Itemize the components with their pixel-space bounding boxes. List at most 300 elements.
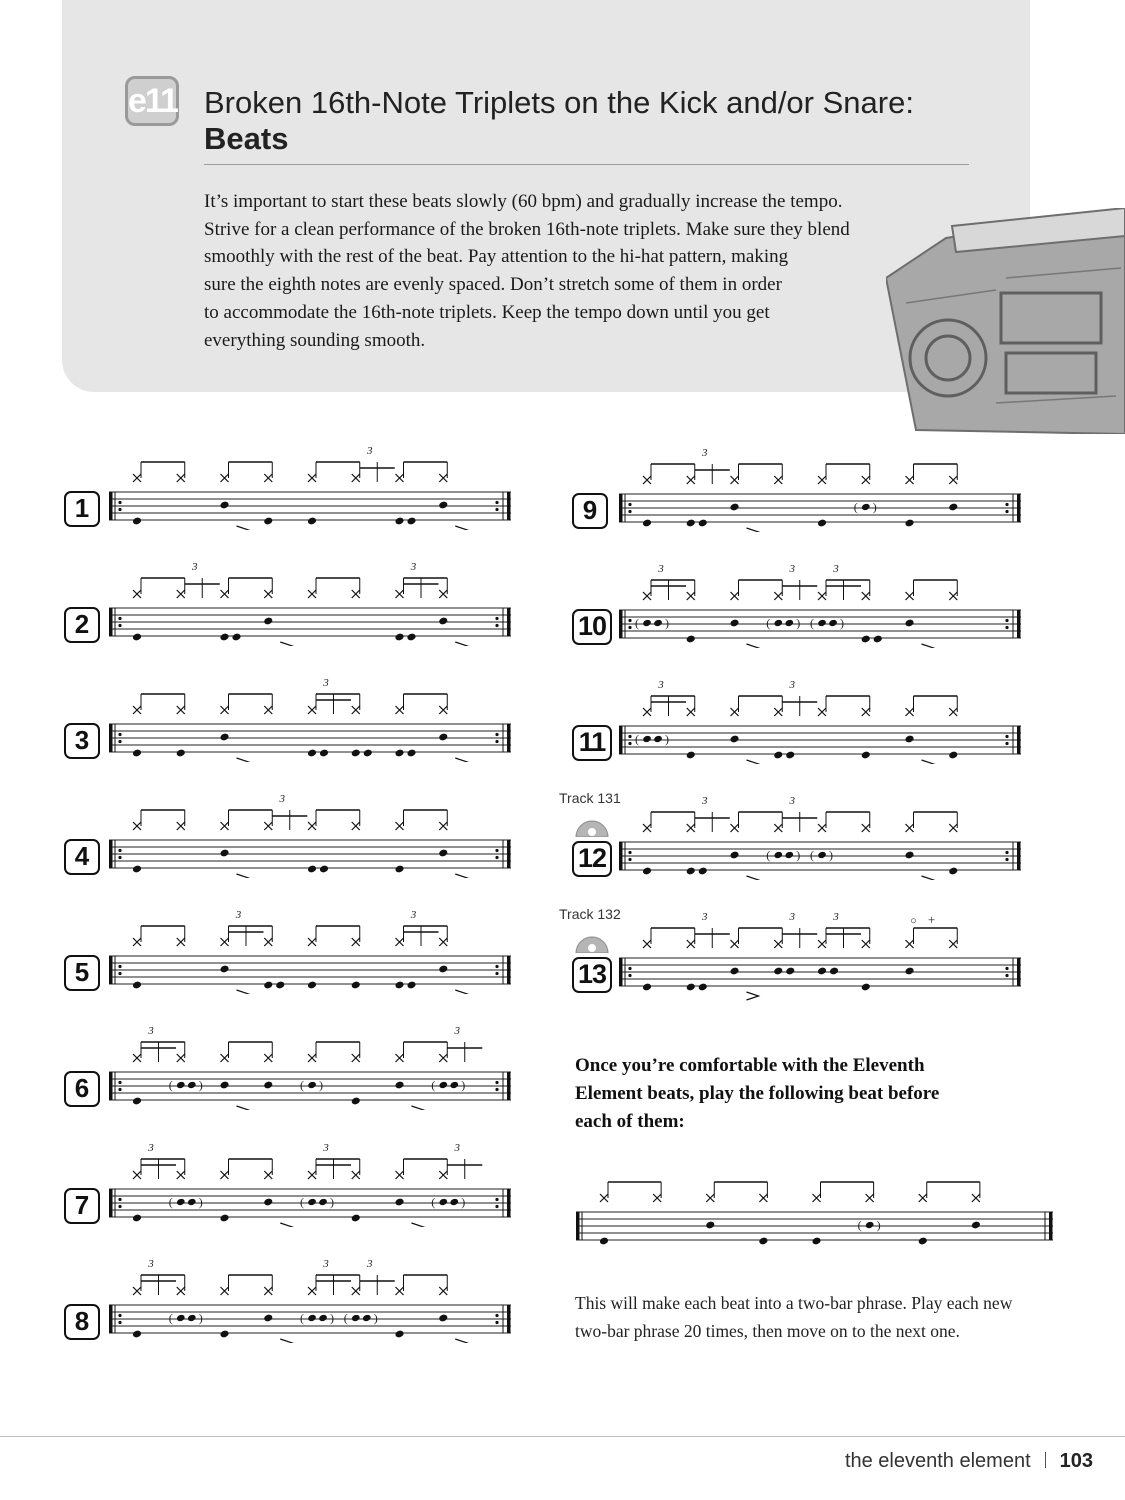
triplet-marker: 3: [702, 795, 708, 807]
hi-hat-note: [177, 1054, 185, 1062]
repeat-dot: [118, 624, 121, 627]
repeat-dot: [495, 624, 498, 627]
hi-hat-note: [906, 940, 914, 948]
repeat-dot: [495, 1198, 498, 1201]
hi-hat-note: [133, 1054, 141, 1062]
hi-hat-note: [221, 590, 229, 598]
hi-hat-note: [308, 1287, 316, 1295]
beat-number-8: 8: [64, 1304, 100, 1340]
barline: [109, 1072, 113, 1100]
kick-note: [698, 867, 708, 876]
accent-mark: [280, 642, 292, 646]
kick-note: [686, 867, 696, 876]
ghost-note: [176, 1314, 186, 1322]
beat-staff-2: [105, 556, 515, 646]
hi-hat-note: [308, 1171, 316, 1179]
hi-hat-note: [439, 938, 447, 946]
triplet-marker: 3: [235, 909, 242, 921]
beat-staff-9: [615, 442, 1025, 532]
accent-mark: [455, 1339, 467, 1343]
repeat-dot: [495, 508, 498, 511]
ghost-paren: (: [431, 1078, 436, 1092]
triplet-marker: 3: [148, 1142, 154, 1154]
barline: [576, 1212, 580, 1240]
hi-hat-note: [221, 938, 229, 946]
hi-hat-note: [133, 1287, 141, 1295]
barline: [507, 492, 511, 520]
ghost-paren: ): [796, 848, 801, 862]
repeat-dot: [118, 1198, 121, 1201]
repeat-dot: [628, 619, 631, 622]
hi-hat-note: [862, 476, 870, 484]
ghost-note: [642, 735, 652, 743]
hi-hat-note: [396, 1054, 404, 1062]
instruction-line: Element beats, play the following beat before: [575, 1083, 940, 1104]
accent-mark: [747, 992, 759, 1000]
hi-hat-note: [352, 1054, 360, 1062]
beat-staff-11: [615, 674, 1025, 764]
snare-note: [817, 967, 827, 976]
snare-note: [438, 849, 448, 858]
barline: [1049, 1212, 1053, 1240]
kick-note: [686, 751, 696, 760]
hi-hat-note: [396, 822, 404, 830]
ghost-paren: (: [168, 1195, 173, 1209]
ghost-paren: ): [330, 1311, 334, 1325]
repeat-dot: [1005, 742, 1008, 745]
ghost-note: [187, 1081, 197, 1089]
intro-paragraph: [204, 188, 944, 354]
accent-mark: [747, 760, 759, 764]
hi-hat-note: [177, 474, 185, 482]
kick-note: [394, 981, 404, 990]
kick-note: [918, 1237, 928, 1246]
hi-hat-note: [643, 824, 651, 832]
beat-staff-4: [105, 788, 515, 878]
repeat-dot: [628, 510, 631, 513]
ghost-paren: ): [373, 1311, 378, 1325]
hi-hat-note: [949, 476, 957, 484]
beat-number-4: 4: [64, 839, 100, 875]
ghost-paren: ): [840, 616, 844, 630]
hi-hat-note: [177, 1171, 185, 1179]
triplet-marker: 3: [410, 909, 417, 921]
kick-note: [351, 1097, 361, 1106]
hi-hat-note: [949, 940, 957, 948]
barline: [619, 842, 623, 870]
repeat-dot: [628, 742, 631, 745]
repeat-dot: [1005, 851, 1008, 854]
kick-note: [948, 751, 958, 760]
snare-note: [394, 1198, 404, 1207]
triplet-marker: 3: [454, 1142, 460, 1154]
ghost-paren: ): [665, 616, 669, 630]
barline: [109, 840, 113, 868]
snare-note: [438, 965, 448, 974]
ghost-note: [307, 1081, 317, 1089]
ghost-paren: ): [829, 848, 833, 862]
snare-note: [438, 733, 448, 742]
barline: [507, 1072, 511, 1100]
triplet-marker: 3: [789, 795, 795, 807]
hi-hat-note: [221, 822, 229, 830]
kick-note: [686, 519, 696, 528]
hi-hat-note: [600, 1194, 608, 1202]
repeat-dot: [118, 740, 121, 743]
accent-mark: [237, 1106, 249, 1110]
hi-hat-note: [264, 706, 272, 714]
snare-note: [219, 965, 229, 974]
accent-mark: [747, 644, 759, 648]
kick-note: [307, 517, 317, 526]
snare-note: [263, 1198, 273, 1207]
ghost-paren: ): [796, 616, 801, 630]
beat-staff-6: [105, 1020, 515, 1110]
repeat-dot: [495, 617, 498, 620]
snare-note: [219, 1081, 229, 1090]
hi-hat-note: [221, 1054, 229, 1062]
beat-staff-3: [105, 672, 515, 762]
hi-hat-note: [759, 1194, 767, 1202]
hi-hat-note: [862, 708, 870, 716]
kick-note: [406, 517, 416, 526]
hi-hat-note: [308, 938, 316, 946]
repeat-dot: [495, 1314, 498, 1317]
ghost-paren: ): [461, 1078, 466, 1092]
ghost-paren: (: [168, 1311, 173, 1325]
hi-hat-note: [264, 822, 272, 830]
accent-mark: [280, 1223, 292, 1227]
accent-mark: [455, 526, 467, 530]
ghost-note: [187, 1314, 197, 1322]
accent-mark: [455, 874, 467, 878]
repeat-dot: [1005, 510, 1008, 513]
hi-hat-note: [731, 592, 739, 600]
intro-line: to accommodate the 16th-note triplets. Keep the tempo down until you get: [204, 301, 770, 323]
repeat-dot: [495, 501, 498, 504]
snare-note: [904, 851, 914, 860]
repeat-dot: [1005, 858, 1008, 861]
kick-note: [861, 751, 871, 760]
hi-hat-note: [774, 592, 782, 600]
beat-staff-5: [105, 904, 515, 994]
snare-note: [438, 1314, 448, 1323]
repeat-dot: [118, 849, 121, 852]
intro-line: sure the eighth notes are evenly spaced. Don’t stretch some of them in order: [204, 274, 782, 296]
hi-hat-note: [906, 824, 914, 832]
snare-note: [438, 617, 448, 626]
ghost-paren: (: [810, 616, 814, 630]
snare-note: [263, 617, 273, 626]
beat-staff-12: [615, 790, 1025, 880]
accent-mark: [922, 876, 934, 880]
snare-note: [948, 503, 958, 512]
audio-cd-icon[interactable]: [575, 815, 609, 837]
kick-note: [132, 517, 142, 526]
repeat-dot: [628, 858, 631, 861]
intro-line: everything sounding smooth.: [204, 329, 426, 351]
accent-mark: [237, 990, 249, 994]
hi-hat-note: [906, 592, 914, 600]
closing-line: two-bar phrase 20 times, then move on to the next one.: [575, 1321, 960, 1341]
hi-hat-note: [133, 938, 141, 946]
barline: [109, 956, 113, 984]
repeat-dot: [118, 1321, 121, 1324]
repeat-dot: [118, 617, 121, 620]
repeat-dot: [628, 626, 631, 629]
ghost-note: [187, 1198, 197, 1206]
snare-note: [219, 733, 229, 742]
repeat-dot: [118, 1314, 121, 1317]
hi-hat-note: [352, 938, 360, 946]
hi-hat-note: [439, 1287, 447, 1295]
repeat-dot: [118, 856, 121, 859]
accent-mark: [412, 1106, 424, 1110]
hi-hat-note: [866, 1194, 874, 1202]
repeat-dot: [628, 974, 631, 977]
kick-note: [132, 1097, 142, 1106]
footer-divider: [0, 1436, 1125, 1437]
repeat-dot: [495, 740, 498, 743]
kick-note: [319, 749, 329, 758]
accent-mark: [455, 758, 467, 762]
kick-note: [219, 633, 229, 642]
hi-hat-note: [439, 1171, 447, 1179]
ghost-paren: (: [343, 1311, 348, 1325]
triplet-marker: 3: [833, 563, 839, 575]
accent-mark: [455, 642, 467, 646]
kick-note: [351, 981, 361, 990]
ghost-note: [449, 1198, 459, 1206]
kick-note: [948, 867, 958, 876]
triplet-marker: 3: [789, 911, 795, 923]
kick-note: [132, 1330, 142, 1339]
ghost-note: [817, 851, 827, 859]
hi-hat-note: [308, 706, 316, 714]
ghost-note: [318, 1198, 328, 1206]
track-label-131: Track 131: [559, 790, 621, 806]
kick-note: [132, 1214, 142, 1223]
barline: [619, 494, 623, 522]
triplet-marker: 3: [658, 679, 664, 691]
triplet-marker: 3: [410, 561, 417, 573]
triplet-marker: 3: [833, 911, 839, 923]
barline: [109, 1305, 113, 1333]
boombox-illustration: [886, 208, 1125, 434]
repeat-dot: [495, 1088, 498, 1091]
beat-number-7: 7: [64, 1188, 100, 1224]
accent-mark: [747, 876, 759, 880]
hi-hat-note: [352, 1171, 360, 1179]
hi-hat-note: [439, 590, 447, 598]
intro-line: Strive for a clean performance of the broken 16th-note triplets. Make sure they blend: [204, 218, 850, 240]
hi-hat-note: [774, 824, 782, 832]
snare-note: [219, 501, 229, 510]
snare-note: [438, 501, 448, 510]
kick-note: [219, 1214, 229, 1223]
hi-hat-note: [396, 474, 404, 482]
kick-note: [817, 519, 827, 528]
beat-number-11: 11: [572, 725, 612, 761]
hi-hat-note: [133, 1171, 141, 1179]
accent-mark: [455, 990, 467, 994]
ghost-note: [307, 1198, 317, 1206]
triplet-marker: 3: [148, 1025, 154, 1037]
kick-note: [351, 749, 361, 758]
repeat-dot: [1005, 967, 1008, 970]
hi-hat-note: [687, 940, 695, 948]
kick-note: [642, 519, 652, 528]
track-label-132: Track 132: [559, 906, 621, 922]
kick-note: [686, 983, 696, 992]
beat-staff-8: [105, 1253, 515, 1343]
barline: [507, 840, 511, 868]
hi-hat-note: [264, 474, 272, 482]
kick-note: [686, 635, 696, 644]
hi-hat-note: [264, 938, 272, 946]
triplet-marker: 3: [789, 679, 795, 691]
hi-hat-note: [221, 474, 229, 482]
barline: [109, 608, 113, 636]
hi-hat-note: [352, 590, 360, 598]
hi-hat-note: [396, 590, 404, 598]
snare-note: [773, 967, 783, 976]
hi-hat-note: [813, 1194, 821, 1202]
snare-note: [729, 619, 739, 628]
accent-mark: [747, 528, 759, 532]
audio-cd-icon[interactable]: [575, 931, 609, 953]
ghost-paren: (: [766, 848, 771, 862]
hi-hat-note: [731, 708, 739, 716]
kick-note: [132, 749, 142, 758]
hi-hat-note: [818, 476, 826, 484]
hi-hat-note: [818, 592, 826, 600]
repeat-dot: [118, 733, 121, 736]
ghost-note: [861, 503, 871, 511]
snare-note: [904, 619, 914, 628]
closed-hat-marker: +: [927, 912, 936, 927]
accent-mark: [280, 1339, 292, 1343]
ghost-paren: (: [431, 1195, 436, 1209]
snare-note: [263, 1081, 273, 1090]
hi-hat-note: [774, 708, 782, 716]
ghost-paren: ): [665, 732, 669, 746]
repeat-dot: [495, 1321, 498, 1324]
hi-hat-note: [818, 824, 826, 832]
kick-note: [758, 1237, 768, 1246]
hi-hat-note: [731, 940, 739, 948]
snare-note: [394, 1081, 404, 1090]
hi-hat-note: [177, 1287, 185, 1295]
kick-note: [219, 1330, 229, 1339]
accent-mark: [237, 874, 249, 878]
hi-hat-note: [396, 938, 404, 946]
kick-note: [263, 981, 273, 990]
ghost-note: [642, 619, 652, 627]
hi-hat-note: [221, 1171, 229, 1179]
beat-number-9: 9: [572, 493, 608, 529]
instruction-text: [575, 1052, 1035, 1136]
triplet-marker: 3: [192, 561, 198, 573]
repeat-dot: [118, 508, 121, 511]
ghost-note: [318, 1314, 328, 1322]
triplet-marker: 3: [323, 1142, 329, 1154]
kick-note: [394, 633, 404, 642]
ghost-paren: (: [810, 848, 814, 862]
hi-hat-note: [133, 706, 141, 714]
beat-number-3: 3: [64, 723, 100, 759]
triplet-marker: 3: [702, 447, 708, 459]
ghost-note: [438, 1198, 448, 1206]
repeat-dot: [118, 1088, 121, 1091]
repeat-dot: [495, 733, 498, 736]
hi-hat-note: [818, 708, 826, 716]
hi-hat-note: [439, 1054, 447, 1062]
repeat-dot: [495, 965, 498, 968]
ghost-paren: ): [319, 1078, 323, 1092]
footer-separator: [1045, 1452, 1046, 1468]
accent-mark: [237, 758, 249, 762]
ghost-note: [784, 851, 794, 859]
hi-hat-note: [177, 590, 185, 598]
ghost-paren: (: [635, 732, 639, 746]
kick-note: [642, 983, 652, 992]
beat-number-5: 5: [64, 955, 100, 991]
beat-number-1: 1: [64, 491, 100, 527]
accent-mark: [922, 644, 934, 648]
kick-note: [307, 865, 317, 874]
ghost-note: [828, 619, 838, 627]
instruction-line: each of them:: [575, 1111, 685, 1132]
repeat-dot: [118, 1205, 121, 1208]
hi-hat-note: [687, 592, 695, 600]
triplet-marker: 3: [367, 1258, 373, 1270]
barline: [109, 1189, 113, 1217]
hi-hat-note: [133, 474, 141, 482]
hi-hat-note: [949, 708, 957, 716]
snare-note: [729, 503, 739, 512]
hi-hat-note: [862, 940, 870, 948]
snare-note: [829, 967, 839, 976]
barline: [507, 608, 511, 636]
ghost-note: [865, 1221, 875, 1229]
hi-hat-note: [177, 938, 185, 946]
snare-note: [705, 1221, 715, 1230]
barline: [1017, 726, 1021, 754]
kick-note: [811, 1237, 821, 1246]
kick-note: [773, 751, 783, 760]
ghost-paren: ): [330, 1195, 334, 1209]
repeat-dot: [118, 501, 121, 504]
hi-hat-note: [308, 474, 316, 482]
repeat-dot: [1005, 735, 1008, 738]
snare-note: [729, 735, 739, 744]
barline: [109, 492, 113, 520]
closing-line: This will make each beat into a two-bar phrase. Play each new: [575, 1293, 1013, 1313]
hi-hat-note: [133, 822, 141, 830]
snare-note: [219, 849, 229, 858]
ghost-note: [773, 851, 783, 859]
snare-note: [729, 851, 739, 860]
kick-note: [873, 635, 883, 644]
ghost-note: [449, 1081, 459, 1089]
ghost-paren: ): [198, 1078, 203, 1092]
ghost-paren: (: [857, 1218, 862, 1232]
barline: [619, 958, 623, 986]
hi-hat-note: [439, 822, 447, 830]
kick-note: [275, 981, 285, 990]
page-footer: [845, 1450, 1093, 1473]
